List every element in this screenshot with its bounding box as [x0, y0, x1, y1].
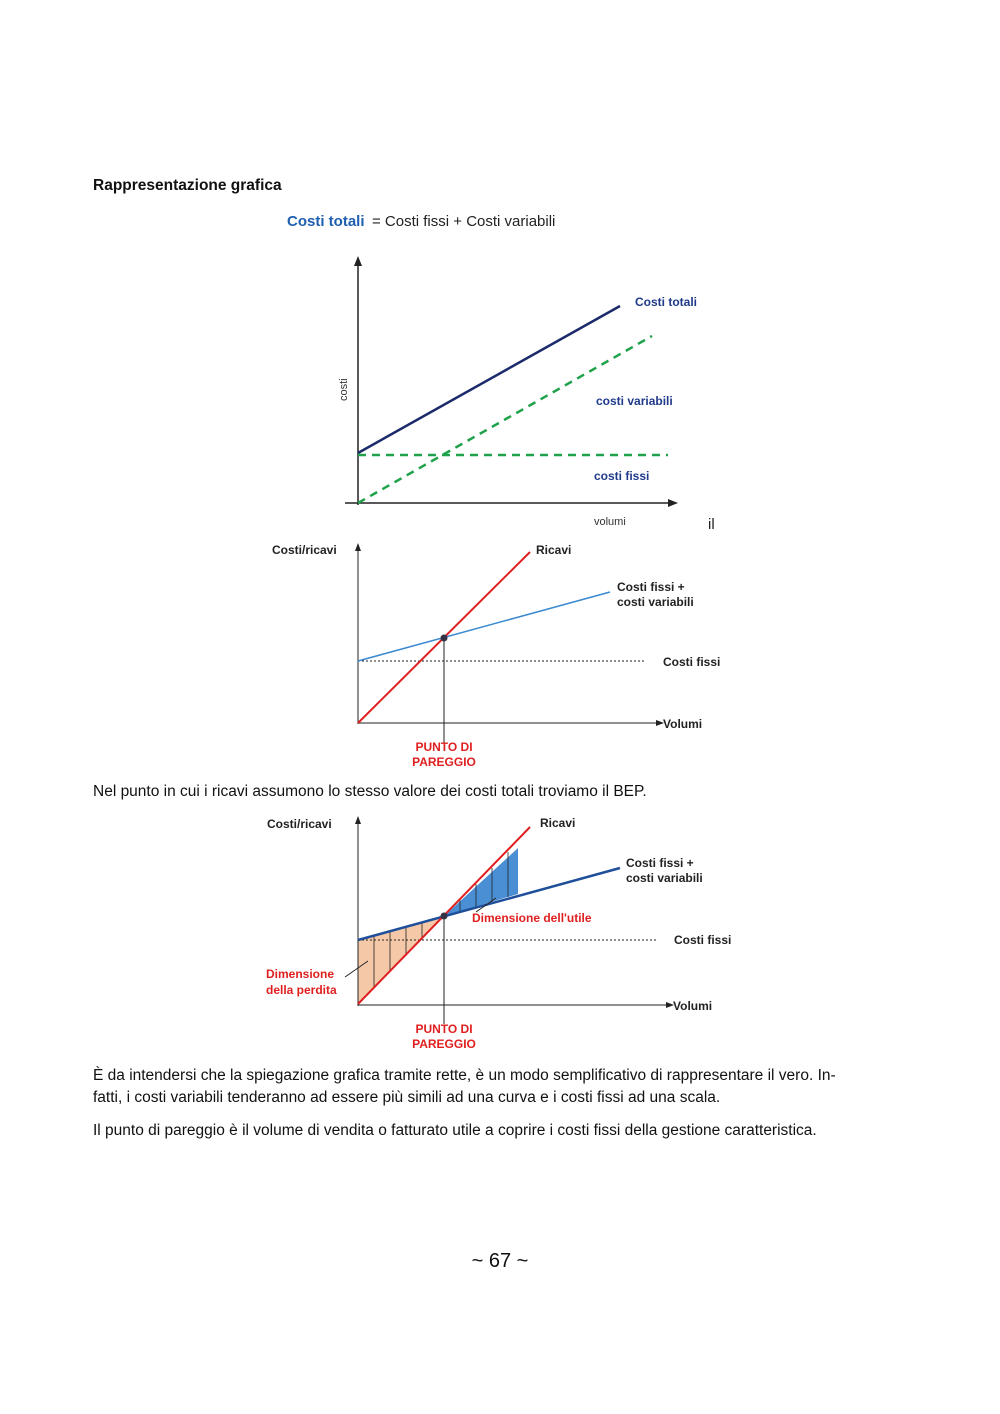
chart2-xlabel: Volumi [663, 717, 703, 731]
chart3-label-costi-fissi: Costi fissi [674, 933, 732, 947]
paragraph-note-line-1: È da intendersi che la spiegazione grafica tramite rette, è un modo semplificativo di rappresentare il vero. In- [93, 1067, 836, 1084]
page-number: ~ 67 ~ [471, 1250, 529, 1272]
chart3-xlabel: Volumi [673, 999, 713, 1013]
chart2-bep-label-2: PAREGGIO [412, 755, 476, 769]
chart-bep [0, 535, 1000, 775]
chart3-bep-label-2: PAREGGIO [412, 1037, 476, 1051]
chart1-label-costi-totali: Costi totali [635, 295, 697, 309]
chart1-label-costi-fissi: costi fissi [594, 469, 650, 483]
chart3-label-perdita-2: della perdita [266, 983, 337, 997]
chart3-bep-point [441, 913, 448, 920]
chart2-ylabel: Costi/ricavi [272, 543, 337, 557]
chart2-label-costi-fissi: Costi fissi [663, 655, 721, 669]
chart1-ylabel: costi [338, 378, 350, 401]
stray-text: il [708, 516, 715, 533]
section-heading: Rappresentazione grafica [93, 177, 282, 194]
chart3-label-utile: Dimensione dell'utile [472, 911, 592, 925]
chart3-label-perdita-1: Dimensione [266, 967, 335, 981]
chart1-line-costi-totali [358, 306, 620, 453]
chart3-label-costi-fv-2: costi variabili [626, 871, 703, 885]
chart2-bep-label-1: PUNTO DI [415, 740, 473, 754]
paragraph-bep: Nel punto in cui i ricavi assumono lo stesso valore dei costi totali troviamo il BEP. [93, 783, 647, 800]
chart1-x-arrow [668, 499, 678, 507]
chart1-label-costi-variabili: costi variabili [596, 394, 673, 408]
chart2-label-costi-fv-2: costi variabili [617, 595, 694, 609]
chart-costi-totali [0, 0, 1000, 540]
chart3-y-arrow [355, 816, 361, 824]
paragraph-note [93, 1065, 893, 1109]
chart1-xlabel: volumi [594, 516, 626, 528]
chart3-label-ricavi: Ricavi [540, 816, 576, 830]
chart1-title-rest: = Costi fissi + Costi variabili [372, 213, 556, 230]
chart3-label-costi-fv-1: Costi fissi + [626, 856, 694, 870]
chart2-bep-point [441, 635, 448, 642]
paragraph-definition: Il punto di pareggio è il volume di vendita o fatturato utile a coprire i costi fissi della gestione caratteristica. [93, 1122, 817, 1139]
chart1-y-arrow [354, 256, 362, 266]
chart3-ylabel: Costi/ricavi [267, 817, 332, 831]
chart2-line-costi-totali [358, 592, 610, 661]
chart2-y-arrow [355, 543, 361, 551]
chart2-label-costi-fv-1: Costi fissi + [617, 580, 685, 594]
chart-utile-perdita [0, 810, 1000, 1055]
paragraph-note-line-2: fatti, i costi variabili tenderanno ad essere più simili ad una curva e i costi fissi ad una scala. [93, 1089, 721, 1106]
chart3-bep-label-1: PUNTO DI [415, 1022, 473, 1036]
chart2-label-ricavi: Ricavi [536, 543, 572, 557]
chart1-title-bold: Costi totali [287, 213, 365, 230]
